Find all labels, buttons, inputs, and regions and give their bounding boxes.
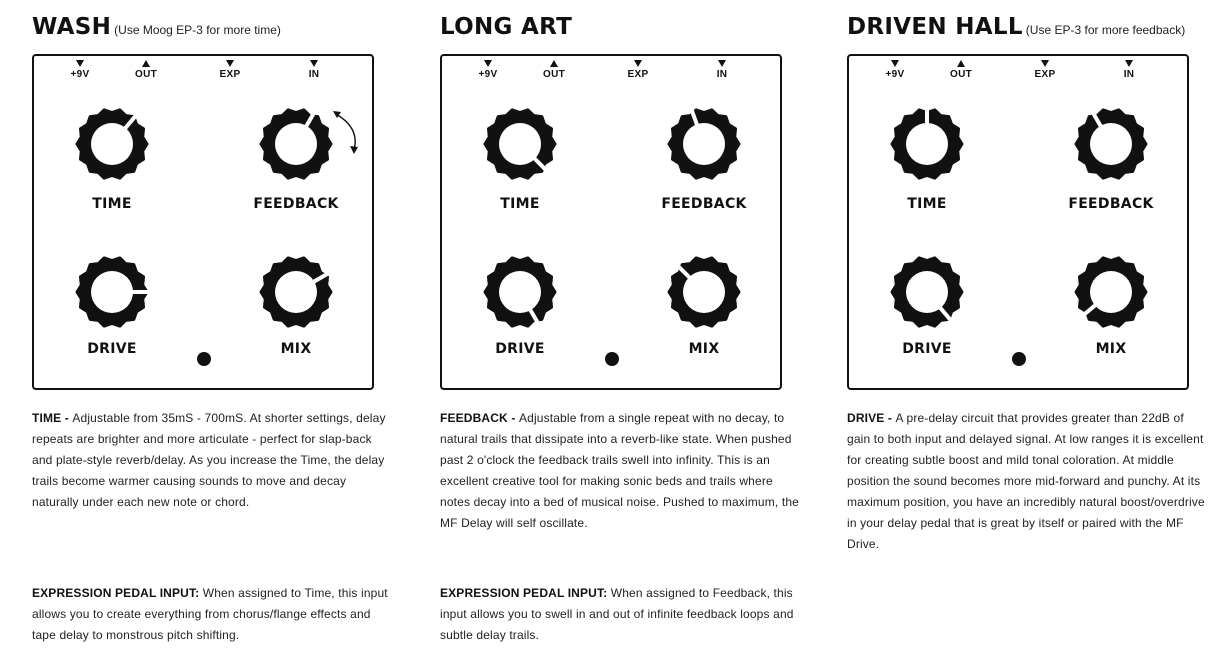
jack-label: OUT <box>542 69 565 80</box>
jack-arrow-down-icon <box>1125 60 1133 67</box>
jack-out <box>126 60 166 80</box>
knob-label-time: TIME <box>907 196 947 212</box>
mix-knob-icon[interactable] <box>664 252 744 332</box>
jack-out <box>941 60 981 80</box>
jack-label: OUT <box>134 69 157 80</box>
description-text: A pre-delay circuit that provides greater than 22dB of gain to both input and delayed signal. At low ranges it is excellent for creating subtle boost and mild tonal coloration. At middle position the sound becomes more mid-forward and punchy. At its maximum position, you have an incredibly natural boost/overdrive in your delay pedal that is great by itself or paired with the MF Drive. <box>847 411 1205 551</box>
description-lead: TIME - <box>32 411 73 425</box>
knob-label-mix: MIX <box>280 341 312 357</box>
preset-subtitle: (Use Moog EP-3 for more time) <box>114 23 281 37</box>
jack-arrow-down-icon <box>484 60 492 67</box>
description-lead: EXPRESSION PEDAL INPUT: <box>440 586 608 600</box>
knob-label-time: TIME <box>92 196 132 212</box>
mix-knob-icon[interactable] <box>1071 252 1151 332</box>
status-led-icon <box>197 352 211 366</box>
description-lead: EXPRESSION PEDAL INPUT: <box>32 586 200 600</box>
jack-exp <box>1025 60 1065 80</box>
jack-9v <box>60 60 100 80</box>
jack-label: +9V <box>70 69 90 80</box>
knob-label-feedback: FEEDBACK <box>253 196 339 212</box>
jack-out <box>534 60 574 80</box>
jack-arrow-up-icon <box>142 60 150 67</box>
jack-label: IN <box>716 69 728 80</box>
time-knob-icon[interactable] <box>887 104 967 184</box>
jack-label: +9V <box>885 69 905 80</box>
knob-label-drive: DRIVE <box>495 341 545 357</box>
knob-label-mix: MIX <box>688 341 720 357</box>
pedal-diagram <box>847 54 1189 390</box>
jack-arrow-down-icon <box>634 60 642 67</box>
jack-label: IN <box>308 69 320 80</box>
jack-9v <box>875 60 915 80</box>
preset-title: WASH <box>32 14 112 40</box>
description-text: When assigned to Feedback, this input allows you to swell in and out of infinite feedback loops and subtle delay trails. <box>440 586 794 642</box>
jack-in <box>1109 60 1149 80</box>
knob-label-mix: MIX <box>1095 341 1127 357</box>
jack-arrow-down-icon <box>891 60 899 67</box>
jack-arrow-down-icon <box>310 60 318 67</box>
jack-label: EXP <box>219 69 241 80</box>
pedal-diagram <box>32 54 374 390</box>
description-lead: DRIVE - <box>847 411 896 425</box>
control-description <box>440 408 800 534</box>
knob-label-drive: DRIVE <box>902 341 952 357</box>
jack-in <box>294 60 334 80</box>
jack-arrow-down-icon <box>1041 60 1049 67</box>
feedback-knob-icon[interactable] <box>256 104 336 184</box>
jack-arrow-down-icon <box>718 60 726 67</box>
jack-label: EXP <box>1034 69 1056 80</box>
description-lead: FEEDBACK - <box>440 411 519 425</box>
jack-label: +9V <box>478 69 498 80</box>
status-led-icon <box>605 352 619 366</box>
control-description <box>32 408 392 513</box>
preset-heading <box>440 14 575 40</box>
jack-arrow-up-icon <box>957 60 965 67</box>
drive-knob-icon[interactable] <box>72 252 152 332</box>
knob-label-feedback: FEEDBACK <box>1068 196 1154 212</box>
pedal-diagram <box>440 54 782 390</box>
description-text: Adjustable from a single repeat with no decay, to natural trails that dissipate into a reverb-like state. When pushed past 2 o'clock the feedback trails swell into infinity. This is an excellent creative tool for making sonic beds and trails where notes decay into a bed of musical noise. Pushed to maximum, the MF Delay will self oscillate. <box>440 411 799 530</box>
knob-label-feedback: FEEDBACK <box>661 196 747 212</box>
jack-label: EXP <box>627 69 649 80</box>
preset-title: DRIVEN HALL <box>847 14 1023 40</box>
expression-input-description <box>32 583 392 646</box>
jack-exp <box>210 60 250 80</box>
mix-knob-icon[interactable] <box>256 252 336 332</box>
drive-knob-icon[interactable] <box>480 252 560 332</box>
jack-exp <box>618 60 658 80</box>
preset-heading <box>32 14 281 40</box>
drive-knob-icon[interactable] <box>887 252 967 332</box>
preset-subtitle: (Use EP-3 for more feedback) <box>1025 23 1186 37</box>
status-led-icon <box>1012 352 1026 366</box>
jack-label: IN <box>1123 69 1135 80</box>
feedback-knob-icon[interactable] <box>664 104 744 184</box>
feedback-knob-icon[interactable] <box>1071 104 1151 184</box>
feedback-range-arrow-icon <box>330 108 370 158</box>
jack-arrow-down-icon <box>226 60 234 67</box>
description-text: Adjustable from 35mS - 700mS. At shorter settings, delay repeats are brighter and more articulate - perfect for slap-back and plate-style reverb/delay. As you increase the Time, the delay trails become warmer causing sounds to move and decay naturally under each new note or chord. <box>32 411 386 509</box>
time-knob-icon[interactable] <box>72 104 152 184</box>
jack-arrow-down-icon <box>76 60 84 67</box>
control-description <box>847 408 1207 555</box>
preset-heading <box>847 14 1185 40</box>
jack-arrow-up-icon <box>550 60 558 67</box>
time-knob-icon[interactable] <box>480 104 560 184</box>
expression-input-description <box>440 583 800 646</box>
knob-label-time: TIME <box>500 196 540 212</box>
jack-9v <box>468 60 508 80</box>
description-text: When assigned to Time, this input allows you to create everything from chorus/flange effects and tape delay to monstrous pitch shifting. <box>32 586 388 642</box>
preset-title: LONG ART <box>440 14 573 40</box>
jack-label: OUT <box>949 69 972 80</box>
knob-label-drive: DRIVE <box>87 341 137 357</box>
jack-in <box>702 60 742 80</box>
